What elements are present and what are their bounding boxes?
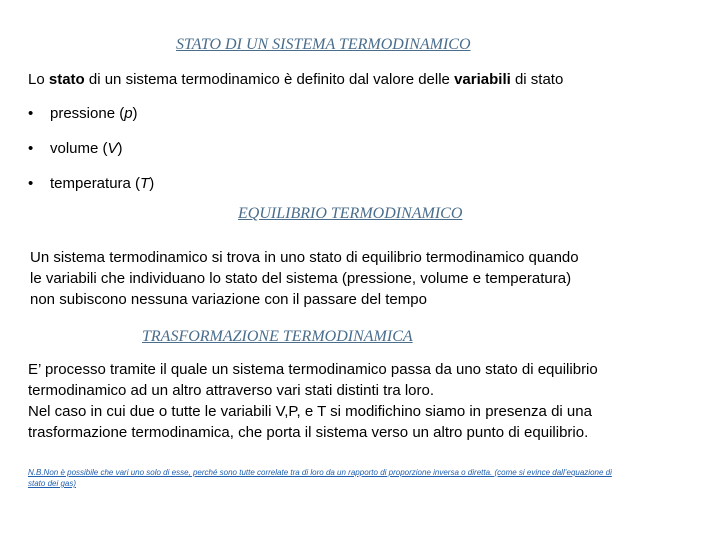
footnote-line: stato dei gas): [28, 479, 77, 488]
state-variables-list: [28, 104, 154, 209]
page-title: STATO DI UN SISTEMA TERMODINAMICO: [176, 36, 471, 53]
list-item-end: ): [117, 140, 123, 157]
intro-variabili: variabili: [454, 71, 511, 88]
paragraph-line: Un sistema termodinamico si trova in uno stato di equilibrio termodinamico quando: [30, 249, 579, 266]
intro-stato: stato: [48, 71, 85, 88]
list-item-text: temperatura (: [50, 175, 141, 192]
bullet-icon: •: [28, 105, 34, 122]
list-item-end: ): [149, 175, 155, 192]
paragraph-line: non subiscono nessuna variazione con il passare del tempo: [30, 291, 427, 308]
list-item-end: ): [132, 105, 138, 122]
equilibrio-paragraph: [30, 247, 690, 310]
paragraph-line: Nel caso in cui due o tutte le variabili V,P, e T si modifichino siamo in presenza di una: [28, 403, 592, 420]
intro-pre: Lo: [28, 71, 49, 88]
list-item-var: T: [140, 175, 150, 192]
intro-paragraph: [28, 69, 563, 90]
list-item-text: pressione (: [50, 105, 125, 122]
bullet-icon: •: [28, 175, 34, 192]
section-title-equilibrio: EQUILIBRIO TERMODINAMICO: [238, 205, 463, 222]
paragraph-line: le variabili che individuano lo stato del sistema (pressione, volume e temperatura): [30, 270, 572, 287]
paragraph-line: termodinamico ad un altro attraverso vari stati distinti tra loro.: [28, 382, 435, 399]
paragraph-line: trasformazione termodinamica, che porta il sistema verso un altro punto di equilibrio.: [28, 424, 589, 441]
intro-post: di stato: [510, 71, 564, 88]
footnote-link[interactable]: [28, 467, 698, 489]
list-item-var: V: [107, 140, 118, 157]
bullet-icon: •: [28, 140, 34, 157]
section-title-trasformazione: TRASFORMAZIONE TERMODINAMICA: [142, 328, 413, 345]
intro-mid: di un sistema termodinamico è definito dal valore delle: [84, 71, 455, 88]
list-item: [28, 139, 154, 174]
list-item: [28, 174, 154, 209]
list-item-text: volume (: [50, 140, 108, 157]
trasformazione-paragraph: [28, 359, 698, 443]
list-item: [28, 104, 154, 139]
footnote-line: N.B.Non è possibile che vari uno solo di esse, perché sono tutte correlate tra di loro da un rapporto di proporzione inversa o diretta. (come si evince dall’equazione di: [28, 468, 612, 477]
paragraph-line: E’ processo tramite il quale un sistema termodinamico passa da uno stato di equilibrio: [28, 361, 598, 378]
list-item-var: p: [124, 105, 133, 122]
